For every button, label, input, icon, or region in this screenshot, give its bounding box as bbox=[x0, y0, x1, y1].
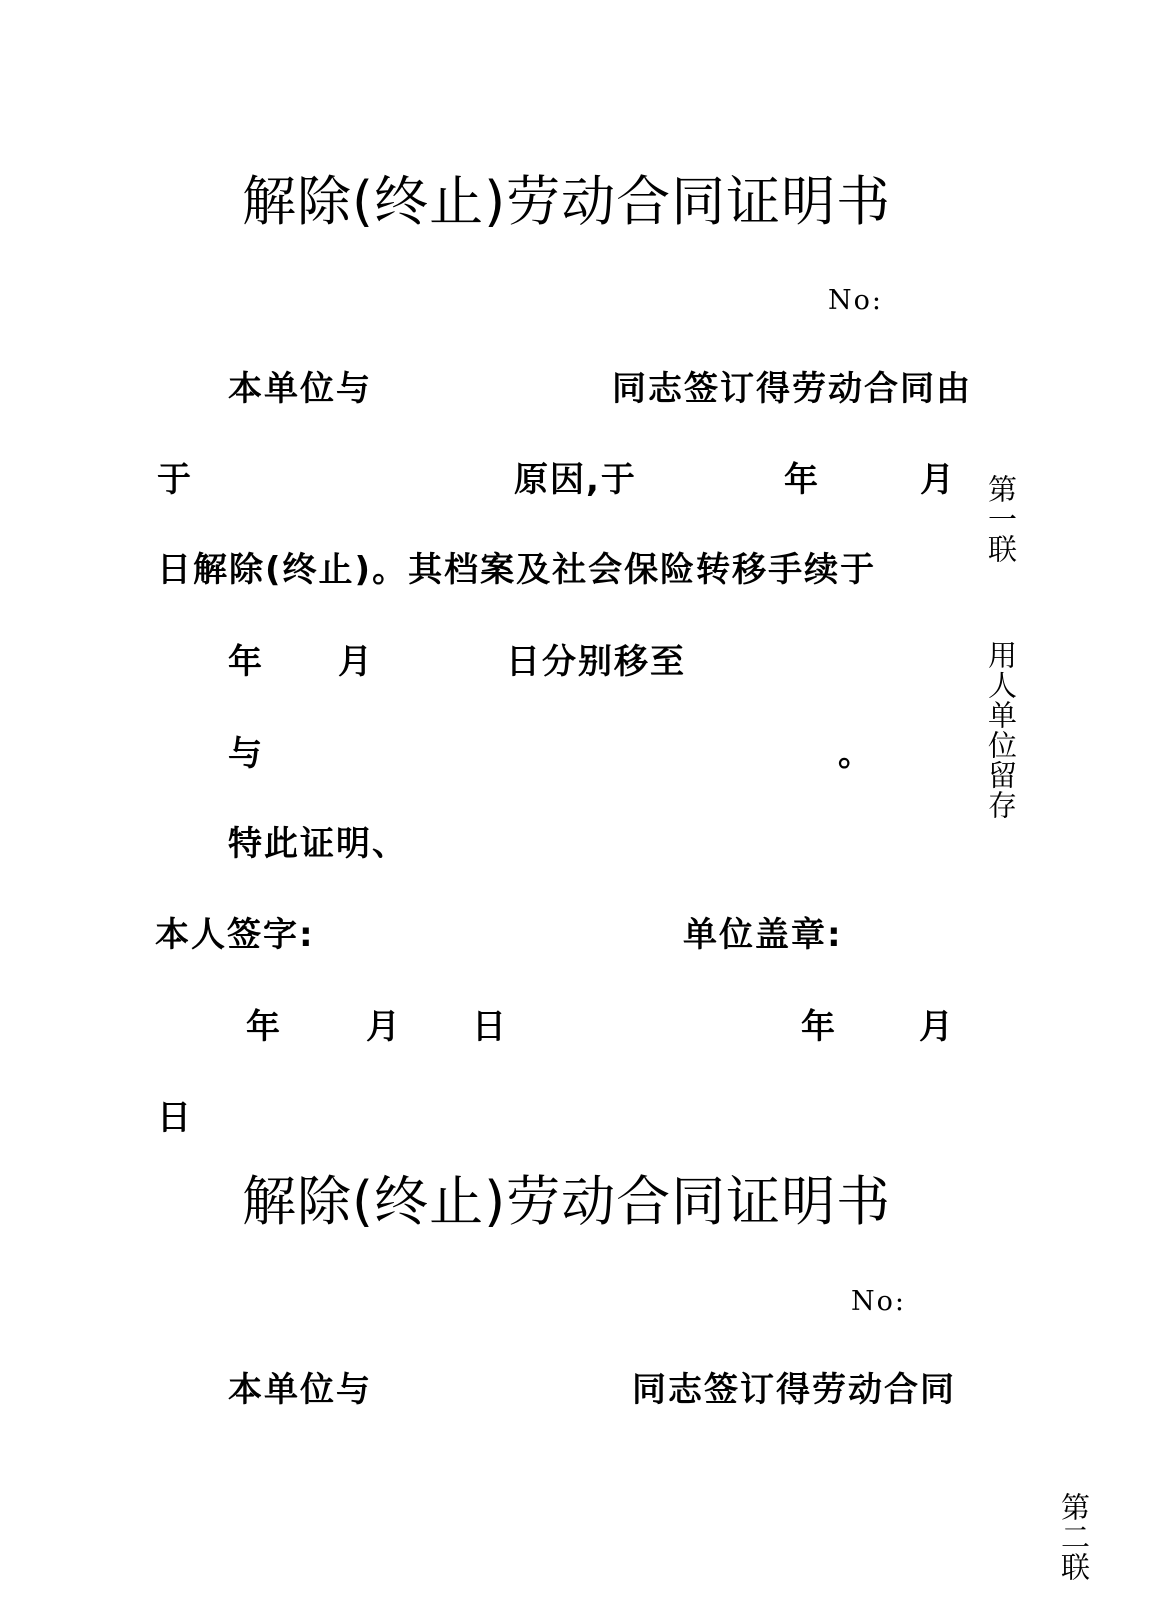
form1-date-right-month: 月 bbox=[919, 1007, 955, 1047]
form2-title: 解除(终止)劳动合同证明书 bbox=[242, 1170, 892, 1233]
form1-line5-start: 与 bbox=[228, 734, 264, 774]
form1-line6: 特此证明、 bbox=[228, 824, 408, 864]
form1-line1-start: 本单位与 bbox=[228, 369, 372, 409]
form1-side-holder: 用人单位留存 bbox=[984, 640, 1018, 820]
form1-seal-label: 单位盖章: bbox=[683, 915, 843, 955]
form1-title: 解除(终止)劳动合同证明书 bbox=[242, 170, 892, 233]
form1-line4-year: 年 bbox=[228, 642, 264, 682]
form1-no-label: No: bbox=[828, 285, 883, 316]
form1-line2-start: 于 bbox=[157, 460, 193, 500]
form1-line3: 日解除(终止)。其档案及社会保险转移手续于 bbox=[157, 550, 877, 590]
form1-line2-month: 月 bbox=[920, 460, 956, 500]
form1-date-left-day: 日 bbox=[472, 1007, 508, 1047]
form1-line4-month: 月 bbox=[338, 642, 374, 682]
form1-date-left-year: 年 bbox=[246, 1007, 282, 1047]
form1-line2-year: 年 bbox=[784, 460, 820, 500]
form2-line1-start: 本单位与 bbox=[228, 1370, 372, 1410]
form2-line1-end: 同志签订得劳动合同 bbox=[632, 1370, 956, 1410]
form1-line4-day: 日分别移至 bbox=[506, 642, 686, 682]
form1-sign-label: 本人签字: bbox=[155, 915, 315, 955]
form1-line5-end: 。 bbox=[838, 734, 874, 774]
form2-side-copy: 第二联 bbox=[1057, 1492, 1091, 1582]
form1-date-right-day: 日 bbox=[157, 1098, 193, 1138]
form1-date-right-year: 年 bbox=[801, 1007, 837, 1047]
form1-line2-reason: 原因,于 bbox=[514, 460, 637, 500]
form2-no-label: No: bbox=[851, 1286, 906, 1317]
form1-side-copy: 第一联 bbox=[984, 474, 1018, 564]
form1-date-left-month: 月 bbox=[366, 1007, 402, 1047]
form1-line1-end: 同志签订得劳动合同由 bbox=[612, 369, 972, 409]
